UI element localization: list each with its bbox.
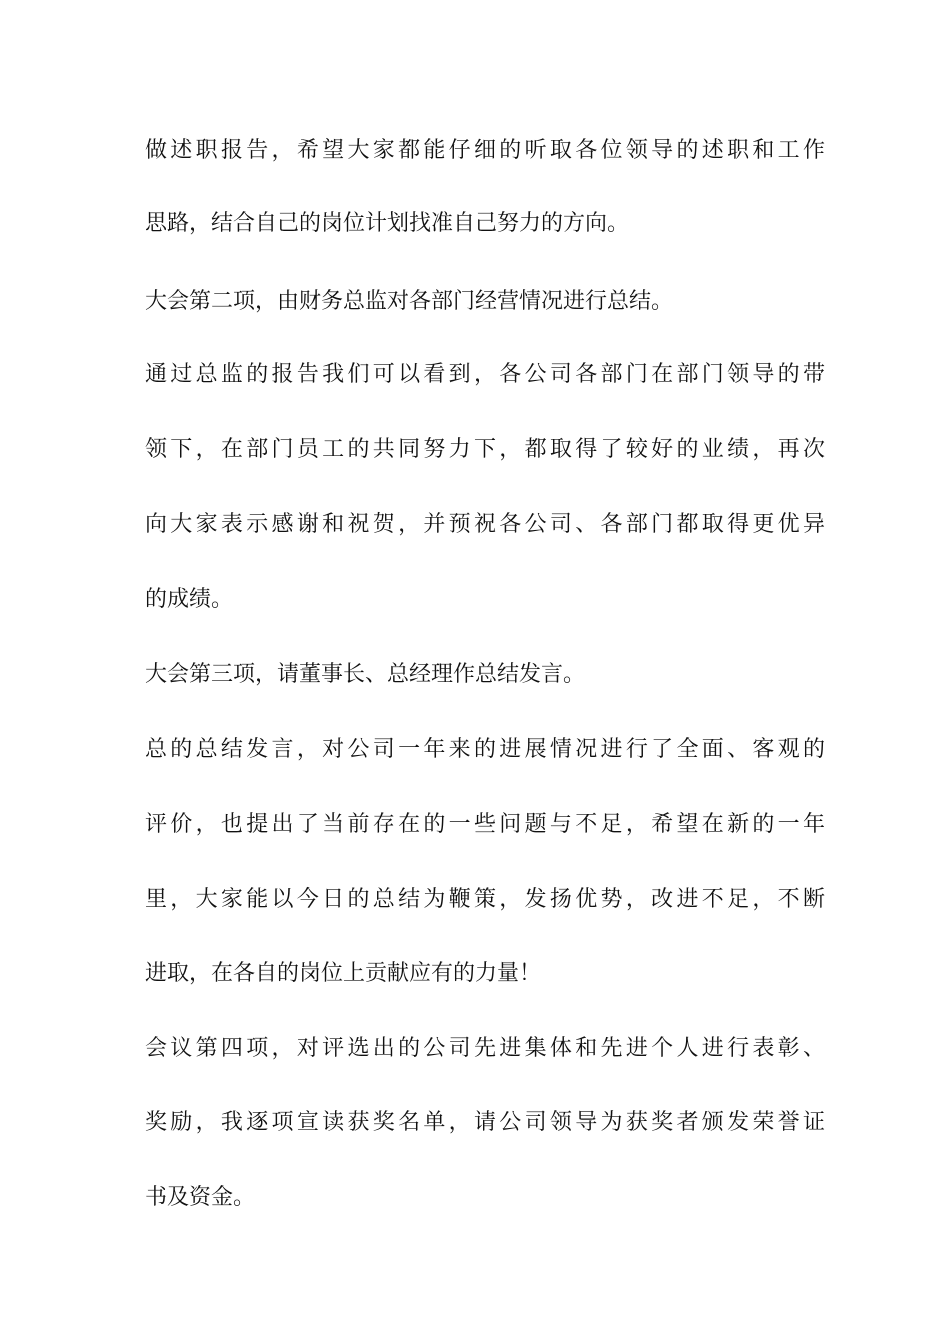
text-line-4: 通过总监的报告我们可以看到，各公司各部门在部门领导的带 [145, 362, 825, 387]
text-line-10: 评价，也提出了当前存在的一些问题与不足，希望在新的一年 [145, 812, 825, 837]
text-line-8: 大会第三项，请董事长、总经理作总结发言。 [145, 662, 586, 687]
text-line-9: 总的总结发言，对公司一年来的进展情况进行了全面、客观的 [145, 737, 825, 762]
text-line-13: 会议第四项，对评选出的公司先进集体和先进个人进行表彰、 [145, 1036, 825, 1061]
text-line-15: 书及资金。 [145, 1185, 256, 1210]
text-line-11: 里，大家能以今日的总结为鞭策，发扬优势，改进不足，不断 [145, 887, 825, 912]
text-line-12: 进取，在各自的岗位上贡献应有的力量！ [145, 961, 542, 986]
text-line-2: 思路，结合自己的岗位计划找准自己努力的方向。 [145, 211, 630, 236]
text-line-3: 大会第二项，由财务总监对各部门经营情况进行总结。 [145, 289, 674, 314]
text-line-5: 领下，在部门员工的共同努力下，都取得了较好的业绩，再次 [145, 437, 825, 462]
text-line-14: 奖励，我逐项宣读获奖名单，请公司领导为获奖者颁发荣誉证 [145, 1110, 825, 1135]
text-line-7: 的成绩。 [145, 587, 234, 612]
text-line-6: 向大家表示感谢和祝贺，并预祝各公司、各部门都取得更优异 [145, 512, 825, 537]
text-line-1: 做述职报告，希望大家都能仔细的听取各位领导的述职和工作 [145, 138, 825, 163]
